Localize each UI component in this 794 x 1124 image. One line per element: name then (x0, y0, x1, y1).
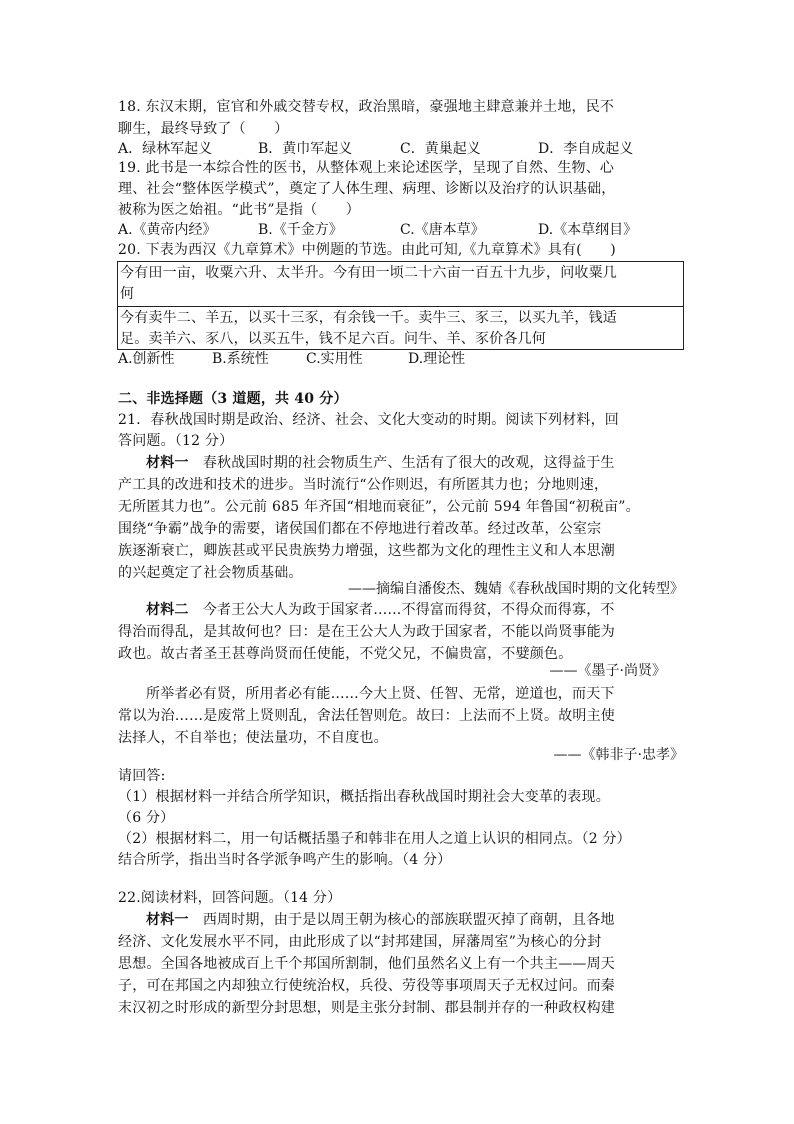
q21-sub2-line-2: 结合所学，指出当时各学派争鸣产生的影响。（4 分） (118, 852, 452, 868)
q19-option-a: A.《黄帝内经》 (118, 222, 217, 238)
q22-material1-line-4: 子，可在邦国之内却独立行使统治权，兵役、劳役等事项周天子无权过问。而秦 (118, 978, 615, 994)
material-text: 今者王公大人为政于国家者……不得富而得贫，不得众而得寡，不 (202, 602, 615, 618)
q20-option-d: D.理论性 (408, 351, 466, 367)
q18-stem-line-2: 聊生，最终导致了（ ） (118, 121, 289, 137)
material-label: 材料一 (146, 912, 189, 928)
material-label: 材料一 (146, 455, 189, 471)
q22-material1-line-5: 末汉初之时形成的新型分封思想，则是主张分封制、郡县制并存的一种政权构建 (118, 1000, 615, 1016)
q21-material2-source-1: ——《墨子·尚贤》 (549, 663, 666, 679)
q20-table (117, 261, 684, 350)
q21-material2-line-5: 常以为治……是废常上贤则乱，舍法任智则危。故曰：上法而不上贤。故明主使 (118, 708, 615, 724)
q18-option-c: C．黄巢起义 (400, 141, 481, 157)
q20-option-b: B.系统性 (212, 351, 269, 367)
q21-material2-line-6: 法择人，不自举也；使法量功，不自度也。 (118, 730, 388, 746)
section-title: 二、非选择题（3 道题，共 40 分） (118, 391, 348, 407)
q21-material2-source-2: ——《韩非子·忠孝》 (553, 747, 684, 763)
material-text: 春秋战国时期的社会物质生产、生活有了很大的改观，这得益于生 (202, 455, 615, 471)
q21-sub1-line-2: （6 分） (118, 810, 175, 826)
q21-material2-line-2: 得治而得乱，是其故何也？曰：是在王公大人为政于国家者，不能以尚贤事能为 (118, 624, 615, 640)
q19-option-d: D.《本草纲目》 (538, 222, 638, 238)
q21-sub2-line-1: （2）根据材料二，用一句话概括墨子和韩非在用人之道上认识的相同点。（2 分） (118, 831, 631, 847)
q20-stem: 20. 下表为西汉《九章算术》中例题的节选。由此可知,《九章算术》具有( ) (118, 242, 616, 258)
q21-material1-line-1 (146, 452, 615, 474)
q20-table-row2-line2: 足。卖羊六、豕八，以买五牛，钱不足六百。问牛、羊、豕价各几何 (120, 331, 546, 347)
q21-sub1-line-1: （1）根据材料一并结合所学知识，概括指出春秋战国时期社会大变革的表现。 (118, 789, 610, 805)
q22-material1-line-1 (146, 909, 615, 931)
q21-material2-line-1 (146, 599, 615, 621)
q21-ask: 请回答: (118, 768, 166, 784)
q20-table-row1-line1: 今有田一亩，收粟六升、太半升。今有田一顷二十六亩一百五十九步，问收粟几 (120, 265, 617, 281)
q18-option-b: B．黄巾军起义 (258, 141, 353, 157)
q19-option-b: B.《千金方》 (258, 222, 343, 238)
q18-option-d: D．李自成起义 (538, 141, 634, 157)
q20-option-a: A.创新性 (118, 351, 175, 367)
q19-stem-line-1: 19. 此书是一本综合性的医书，从整体观上来论述医学，呈现了自然、生物、心 (118, 160, 615, 176)
q21-material1-line-5: 族逐渐衰亡，卿族甚或平民贵族势力增强，这些都为文化的理性主义和人本思潮 (118, 543, 615, 559)
q22-stem: 22.阅读材料，回答问题。（14 分） (118, 890, 342, 906)
q22-material1-line-2: 经济、文化发展水平不同，由此形成了以“封邦建国，屏藩周室”为核心的分封 (118, 934, 602, 950)
q20-option-c: C.实用性 (306, 351, 363, 367)
q19-stem-line-3: 被称为医之始祖。“此书”是指（ ） (118, 202, 360, 218)
q19-stem-line-2: 理、社会“整体医学模式”，奠定了人体生理、病理、诊断以及治疗的认识基础， (118, 181, 616, 197)
q21-material1-line-4: 围绕“争霸”战争的需要，诸侯国们都在不停地进行着改革。经过改革，公室宗 (118, 521, 602, 537)
q20-table-row1-line2: 何 (120, 286, 135, 302)
q21-material2-line-3: 政也。故古者圣王甚尊尚贤而任使能，不党父兄，不偏贵富，不嬖颜色。 (118, 646, 573, 662)
q21-material1-line-2: 产工具的改进和技术的进步。当时流行“公作则迟，有所匿其力也；分地则速， (118, 477, 609, 493)
q21-material2-line-4: 所举者必有贤，所用者必有能……今大上贤、任智、无常，逆道也，而天下 (146, 686, 615, 702)
q22-material1-line-3: 思想。全国各地被成百上千个邦国所割制，他们虽然名义上有一个共主——周天 (118, 956, 615, 972)
q18-stem-line-1: 18. 东汉末期，宦官和外戚交替专权，政治黑暗，豪强地主肆意兼并土地，民不 (118, 99, 615, 115)
material-text: 西周时期，由于是以周王朝为核心的部族联盟灭掉了商朝，且各地 (202, 912, 615, 928)
q21-material1-line-6: 的兴起奠定了社会物质基础。 (118, 565, 303, 581)
q20-table-row2-line1: 今有卖牛二、羊五，以买十三豕，有余钱一千。卖牛三、豕三，以买九羊，钱适 (120, 310, 617, 326)
q21-stem-line-2: 答问题。（12 分） (118, 433, 234, 449)
q21-material1-source: ——摘编自潘俊杰、魏婧《春秋战国时期的文化转型》 (348, 581, 684, 597)
q21-material1-line-3: 无所匿其力也”。公元前 685 年齐国“相地而衰征”，公元前 594 年鲁国“初税亩”。 (118, 499, 640, 515)
q21-stem-line-1: 21．春秋战国时期是政治、经济、社会、文化大变动的时期。阅读下列材料，回 (118, 412, 620, 428)
q18-option-a: A．绿林军起义 (118, 141, 213, 157)
q19-option-c: C.《唐本草》 (400, 222, 485, 238)
material-label: 材料二 (146, 602, 189, 618)
